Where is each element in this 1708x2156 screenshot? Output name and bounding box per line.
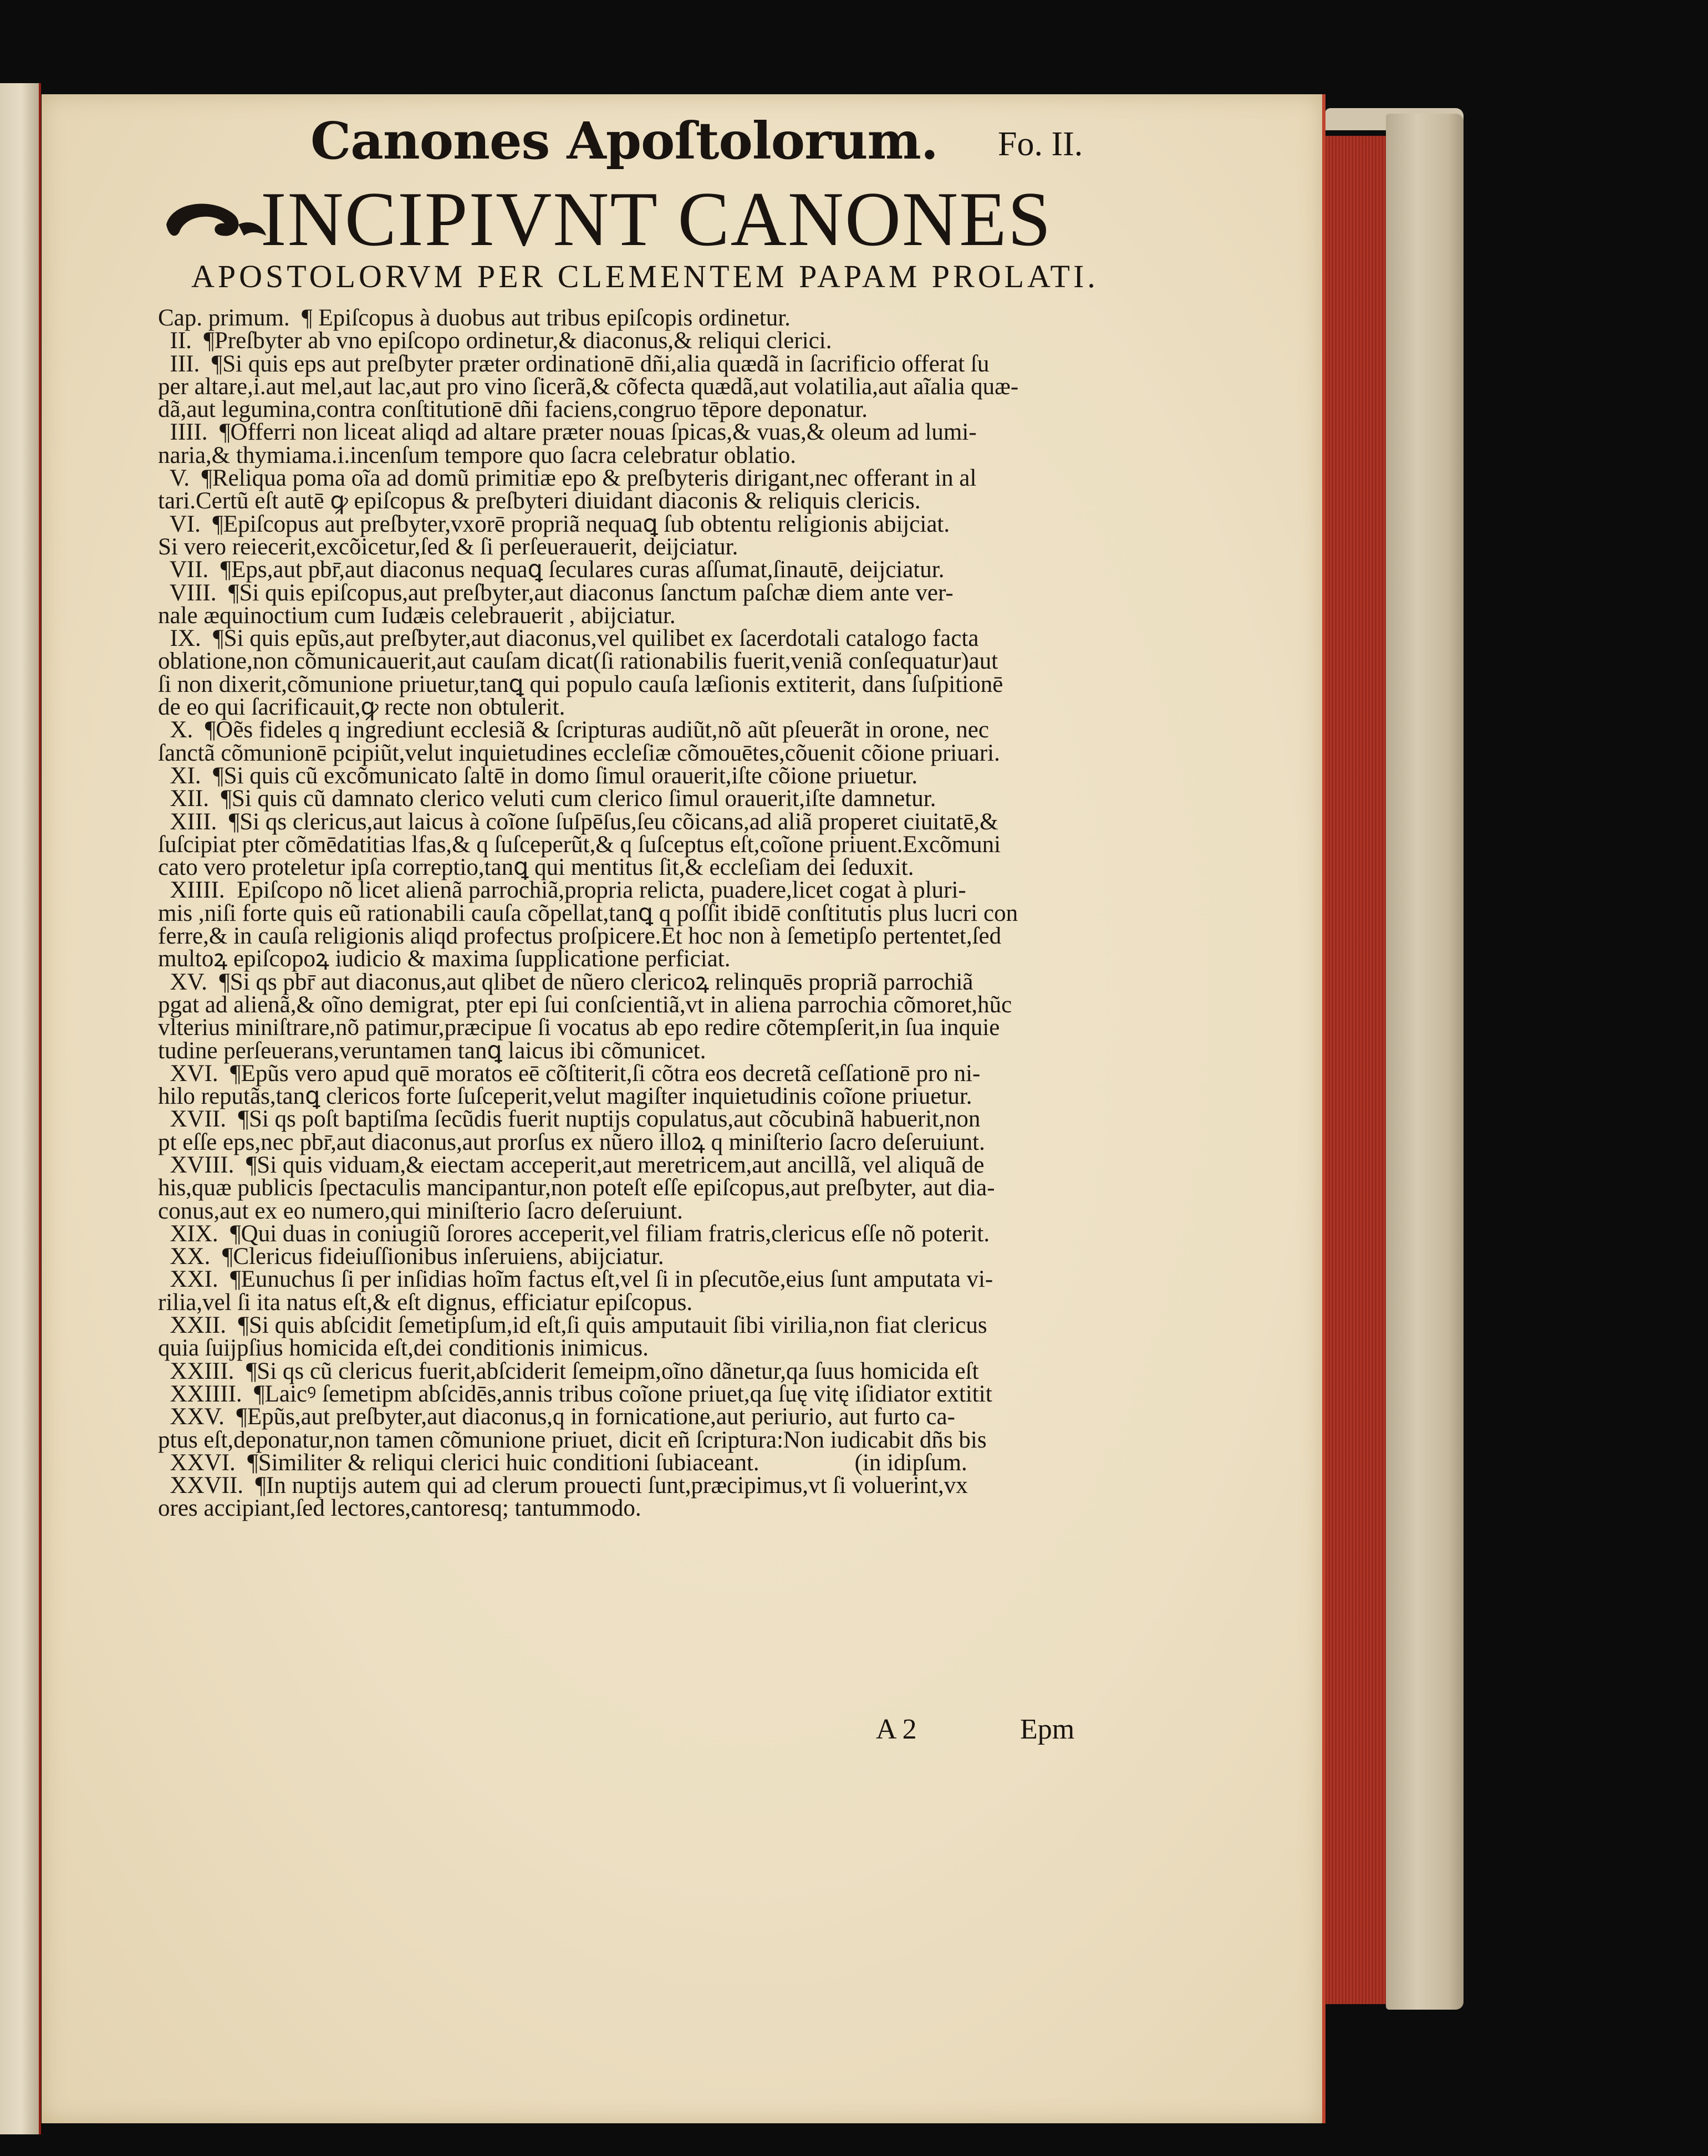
text-line: ſuſcipiat pter cõmēdatitias lfas,& q ſuſceperũt,& q ſuſceptus eſt,coĩone priuent.Excõmuni	[158, 831, 1001, 858]
fleuron-icon	[161, 191, 272, 252]
text-line: XIII. ¶Si qs clericus,aut laicus à coĩone ſuſpēſus,ſeu cõicans,ad aliã properet ciuitatē,&	[158, 808, 998, 835]
text-line: XXI. ¶Eunuchus ſi per inſidias hoĩm factus eſt,vel ſi in pſecutõe,eius ſunt amputata vi-	[158, 1266, 993, 1293]
text-line: XVI. ¶Epũs vero apud quē moratos eē cõſtiterit,ſi cõtra eos decretã ceſſationē pro ni-	[158, 1060, 981, 1087]
text-line: XIIII. Epiſcopo nõ licet alienã parrochiã,propria relicta, puadere,licet cogat à pluri-	[158, 877, 966, 904]
text-line: mis ,niſi forte quis eũ rationabili cauſa cõpellat,tanꝗ q poſſit ibidē conſtitutis plus lucri con	[158, 900, 1018, 926]
text-line: Cap. primum. ¶ Epiſcopus à duobus aut tribus epiſcopis ordinetur.	[158, 305, 791, 331]
text-line: IX. ¶Si quis epũs,aut preſbyter,aut diaconus,vel quilibet ex ſacerdotali catalogo facta	[158, 625, 979, 652]
text-line: his,quæ publicis ſpectaculis mancipantur,non poteſt eſſe epiſcopus,aut preſbyter, aut dia-	[158, 1175, 995, 1201]
book-cover-spine	[1386, 114, 1464, 2010]
running-head-title: Canones Apoſtolorum.	[310, 111, 938, 171]
section-title: INCIPIVNT CANONES	[261, 176, 1052, 262]
text-line: vlterius miniſtrare,nõ patimur,præcipue ſi vocatus ab epo redire cõtempſerit,in ſua inquie	[158, 1015, 1000, 1041]
text-line: tudine perſeuerans,veruntamen tanꝗ laicus ibi cõmunicet.	[158, 1037, 706, 1064]
left-page-edge	[0, 83, 41, 2134]
text-line: rilia,vel ſi ita natus eſt,& eſt dignus, efficiatur epiſcopus.	[158, 1289, 693, 1316]
text-line: per altare,i.aut mel,aut lac,aut pro vino ſicerã,& cõfecta quædã,aut volatilia,aut aĩalia quæ-	[158, 373, 1019, 400]
text-line: X. ¶Oẽs fideles q ingrediunt ecclesiã & ſcripturas audiũt,nõ aũt pſeuerãt in orone, nec	[158, 717, 989, 743]
canon-text	[158, 307, 1089, 1520]
text-line: III. ¶Si quis eps aut preſbyter præter ordinationē dñi,alia quædã in ſacrificio offerat ſu	[158, 350, 990, 377]
text-line: multoꝝ epiſcopoꝝ iudicio & maxima ſupplicatione perficiat.	[158, 946, 731, 972]
text-line: oblatione,non cõmunicauerit,aut cauſam dicat(ſi rationabilis fuerit,veniã conſequatur)aut	[158, 648, 998, 675]
text-line: naria,& thymiama.i.incenſum tempore quo ſacra celebratur oblatio.	[158, 442, 797, 468]
text-line: dã,aut legumina,contra conſtitutionē dñi faciens,congruo tēpore deponatur.	[158, 396, 868, 423]
text-line: cato vero proteletur ipſa correptio,tanꝗ qui mentitus ſit,& eccleſiam dei ſeduxit.	[158, 854, 914, 881]
red-page-edges	[1319, 136, 1386, 2004]
text-line: ſi non dixerit,cõmunione priuetur,tanꝗ qui populo cauſa læſionis extiterit, dans ſuſpitionē	[158, 671, 1003, 697]
text-line: pgat ad alienã,& oĩno demigrat, pter epi ſui conſcientiã,vt in aliena parrochia cõmoret,hũc	[158, 991, 1012, 1018]
text-line: VII. ¶Eps,aut pbr̄,aut diaconus nequaꝗ ſeculares curas aſſumat,ſinautē, deĳciatur.	[158, 557, 945, 583]
text-line: ptus eſt,deponatur,non tamen cõmunione priuet, dicit eñ ſcriptura:Non iudicabit dñs bis	[158, 1426, 987, 1453]
text-line: XXVII. ¶In nuptĳs autem qui ad clerum prouecti ſunt,præcipimus,vt ſi voluerint,vx	[158, 1472, 968, 1499]
section-subtitle: APOSTOLORVM PER CLEMENTEM PAPAM PROLATI.	[191, 258, 1099, 294]
text-line: XX. ¶Clericus fideiuſſionibus inſeruiens, abĳciatur.	[158, 1243, 664, 1270]
text-line: XXII. ¶Si quis abſcidit ſemetipſum,id eſt,ſi quis amputauit ſibi virilia,non fiat clericus	[158, 1312, 987, 1339]
text-line: pt eſſe eps,nec pbr̄,aut diaconus,aut prorſus ex nũero illoꝝ q miniſterio ſacro deſeruiunt.	[158, 1129, 985, 1155]
text-line: XVII. ¶Si qs poſt baptiſma ſecũdis fuerit nuptĳs copulatus,aut cõcubinã habuerit,non	[158, 1106, 981, 1133]
text-line: quia ſuĳpſius homicida eſt,dei conditionis inimicus.	[158, 1335, 649, 1362]
text-line: VI. ¶Epiſcopus aut preſbyter,vxorē propriã nequaꝗ ſub obtentu religionis abĳciat.	[158, 511, 950, 537]
text-line: ſanctã cõmunionē pcipiũt,velut inquietudines eccleſiæ cõmouētes,cõuenit cõione priuari.	[158, 740, 1000, 766]
text-line: VIII. ¶Si quis epiſcopus,aut preſbyter,aut diaconus ſanctum paſchæ diem ante ver-	[158, 579, 954, 606]
text-line: II. ¶Preſbyter ab vno epiſcopo ordinetur,& diaconus,& reliqui clerici.	[158, 328, 832, 354]
text-line: nale æquinoctium cum Iudæis celebrauerit , abĳciatur.	[158, 602, 676, 629]
text-line: hilo reputãs,tanꝗ clericos forte ſuſceperit,velut magiſter inquietudinis coĩone priuetur.	[158, 1083, 972, 1110]
text-line: tari.Certũ eſt autē ꝙ epiſcopus & preſbyteri diuidant diaconis & reliquis clericis.	[158, 488, 921, 514]
text-line: XVIII. ¶Si quis viduam,& eiectam acceperit,aut meretricem,aut ancillã, vel aliquã de	[158, 1151, 985, 1178]
text-line: XII. ¶Si quis cũ damnato clerico veluti cum clerico ſimul orauerit,iſte damnetur.	[158, 786, 936, 812]
text-line: conus,aut ex eo numero,qui miniſterio ſacro deſeruiunt.	[158, 1197, 683, 1224]
text-line: XXVI. ¶Similiter & reliqui clerici huic conditioni ſubiaceant. (in idipſum.	[158, 1449, 967, 1476]
text-line: XV. ¶Si qs pbr̄ aut diaconus,aut qlibet de nũero clericoꝝ relinquēs propriã parrochiã	[158, 969, 973, 995]
text-line: Si vero reiecerit,excõicetur,ſed & ſi perſeuerauerit, deĳciatur.	[158, 533, 738, 560]
text-line: XXIII. ¶Si qs cũ clericus fuerit,abſciderit ſemeipm,oĩno dãnetur,qa ſuus homicida eſt	[158, 1358, 979, 1384]
text-line: XIX. ¶Qui duas in coniugiũ ſorores acceperit,vel filiam fratris,clericus eſſe nõ poterit.	[158, 1220, 990, 1247]
text-line: ores accipiant,ſed lectores,cantoresq; tantummodo.	[158, 1495, 641, 1522]
text-line: XXIIII. ¶Laicꝰ ſemetipm abſcidēs,annis tribus coĩone priuet,qa ſuę vitę iſidiator extitit	[158, 1380, 992, 1407]
text-line: ferre,& in cauſa religionis aliqd profectus proſpicere.Et hoc non à ſemetipſo pertentet,ſed	[158, 923, 1002, 950]
text-line: IIII. ¶Offerri non liceat aliqd ad altare præter nouas ſpicas,& vuas,& oleum ad lumi-	[158, 419, 977, 446]
text-line: de eo qui ſacrificauit,ꝙ recte non obtulerit.	[158, 694, 565, 721]
catchword: Epm	[1020, 1714, 1075, 1745]
signature-mark: A 2	[876, 1714, 917, 1745]
text-line: XXV. ¶Epũs,aut preſbyter,aut diaconus,q in fornicatione,aut periurio, aut furto ca-	[158, 1404, 955, 1430]
folio-number: Fo. II.	[998, 125, 1083, 163]
text-line: V. ¶Reliqua poma oĩa ad domũ primitiæ epo & preſbyteris dirigant,nec offerant in al	[158, 465, 977, 492]
text-line: XI. ¶Si quis cũ excõmunicato ſaltē in domo ſimul orauerit,iſte cõione priuetur.	[158, 762, 918, 789]
